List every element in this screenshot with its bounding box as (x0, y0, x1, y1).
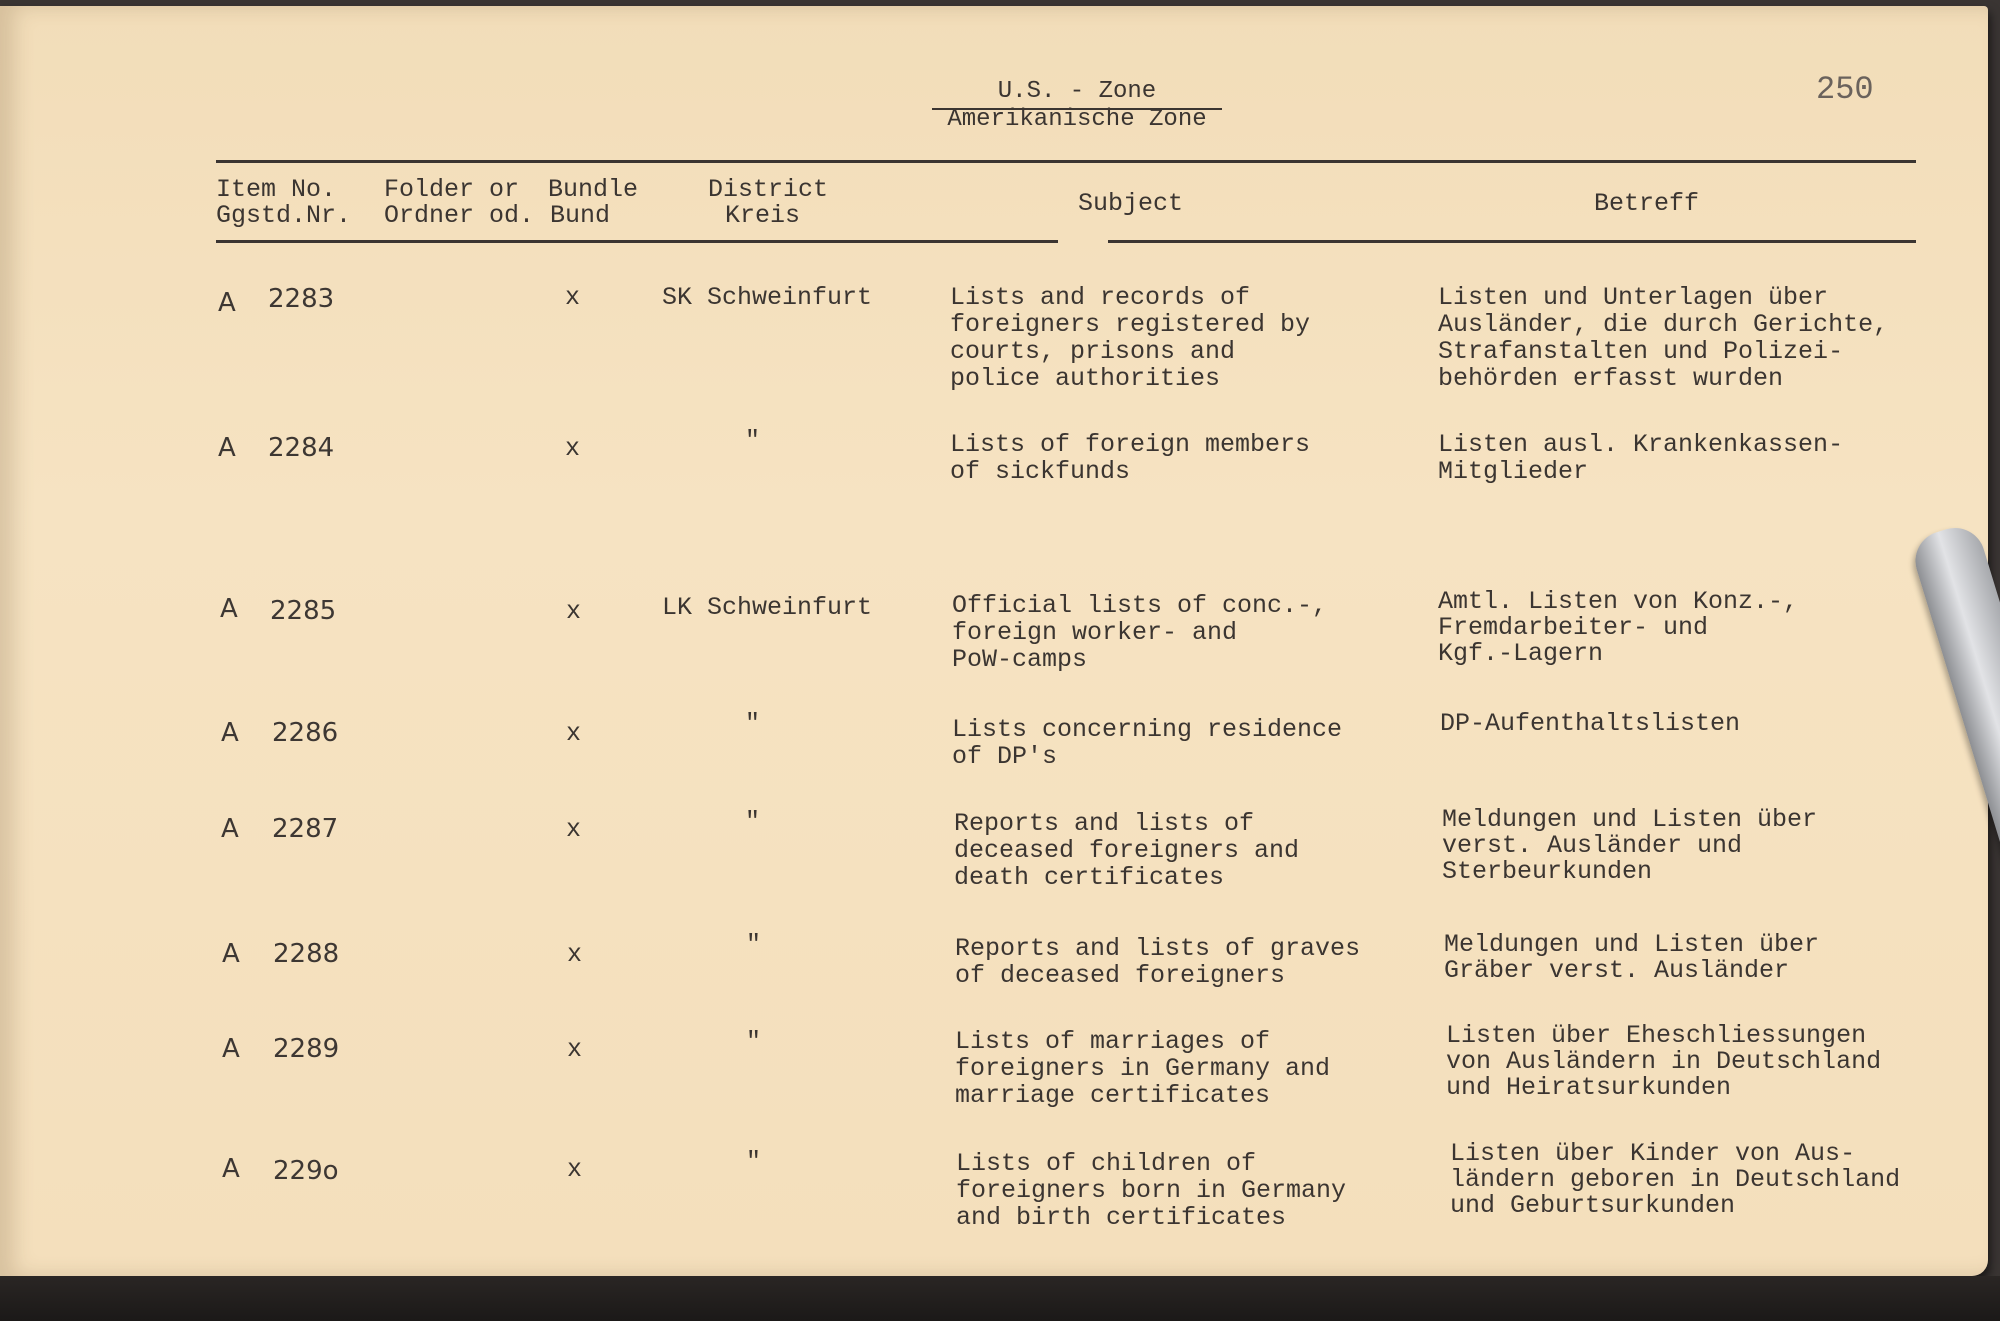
bundle-mark: x (565, 283, 581, 312)
page-clip (1908, 521, 2000, 886)
item-number: 2283 (268, 284, 335, 314)
item-number: 2289 (273, 1034, 340, 1064)
table-row (0, 805, 1988, 892)
bundle-mark: x (565, 434, 581, 463)
item-number: 229o (273, 1156, 339, 1186)
col-district-en: District (708, 175, 829, 204)
item-number: 2287 (272, 814, 339, 844)
district: " (746, 930, 762, 959)
bundle-mark: x (567, 1035, 583, 1064)
col-district-de: Kreis (725, 201, 801, 230)
col-subject: Subject (1078, 189, 1184, 218)
betreff-line: Listen und Unterlagen über (1438, 283, 1829, 312)
table-row (0, 709, 1988, 771)
bundle-mark: x (566, 719, 582, 748)
betreff-line: und Heiratsurkunden (1446, 1073, 1732, 1102)
item-letter: A (218, 433, 236, 463)
district: SK Schweinfurt (662, 283, 873, 312)
subject-line: Lists of marriages of (955, 1027, 1271, 1056)
betreff-line: und Geburtsurkunden (1450, 1191, 1736, 1220)
betreff-line: DP-Aufenthaltslisten (1440, 709, 1741, 738)
col-folder-en: Folder or (384, 175, 520, 204)
table-row (0, 930, 1988, 990)
district: " (745, 426, 761, 455)
col-bundle-de: Bund (550, 201, 611, 230)
page-number: 250 (1816, 71, 1874, 108)
betreff-line: Ausländer, die durch Gerichte, (1438, 310, 1889, 339)
subject-line: Lists of foreign members (950, 430, 1311, 459)
subject-line: Lists concerning residence (952, 715, 1343, 744)
header-bottom-rule-left (216, 240, 1058, 243)
betreff-line: Listen ausl. Krankenkassen- (1438, 430, 1844, 459)
betreff-line: Fremdarbeiter- und (1438, 613, 1709, 642)
betreff-line: Sterbeurkunden (1442, 857, 1653, 886)
subject-line: police authorities (950, 364, 1221, 393)
scan-bottom-edge (0, 1276, 2000, 1321)
district: LK Schweinfurt (662, 593, 873, 622)
col-folder-de: Ordner od. (384, 201, 535, 230)
subject-line: of sickfunds (950, 457, 1131, 486)
subject-line: Official lists of conc.-, (952, 591, 1328, 620)
col-bundle-en: Bundle (548, 175, 639, 204)
subject-line: and birth certificates (956, 1203, 1287, 1232)
col-item-de: Ggstd.Nr. (216, 201, 352, 230)
subject-line: of deceased foreigners (955, 961, 1286, 990)
betreff-line: Listen über Eheschliessungen (1446, 1021, 1867, 1050)
subject-line: Lists of children of (956, 1149, 1257, 1178)
betreff-line: behörden erfasst wurden (1438, 364, 1784, 393)
subject-line: foreigners in Germany and (955, 1054, 1331, 1083)
subject-line: Reports and lists of graves (955, 934, 1361, 963)
district: " (745, 709, 761, 738)
betreff-line: Kgf.-Lagern (1438, 639, 1604, 668)
item-number: 2285 (270, 596, 337, 626)
col-item-en: Item No. (216, 175, 337, 204)
bundle-mark: x (567, 940, 583, 969)
district: " (745, 807, 761, 836)
betreff-line: Meldungen und Listen über (1442, 805, 1818, 834)
subject-line: foreigners born in Germany (956, 1176, 1347, 1205)
table-row (0, 587, 1988, 674)
zone-title-en: U.S. - Zone (997, 78, 1157, 105)
subject-line: courts, prisons and (950, 337, 1236, 366)
subject-line: Lists and records of (950, 283, 1251, 312)
betreff-line: ländern geboren in Deutschland (1450, 1165, 1901, 1194)
district: " (746, 1147, 762, 1176)
betreff-line: verst. Ausländer und (1442, 831, 1743, 860)
subject-line: marriage certificates (955, 1081, 1271, 1110)
item-letter: A (222, 939, 240, 969)
table-row (0, 426, 1988, 486)
item-letter: A (222, 1034, 240, 1064)
item-number: 2284 (268, 433, 335, 463)
bundle-mark: x (566, 597, 582, 626)
header-top-rule (216, 160, 1916, 163)
subject-line: of DP's (952, 742, 1058, 771)
header-bottom-rule-right (1108, 240, 1916, 243)
zone-title-de: Amerikanische Zone (947, 106, 1207, 133)
betreff-line: Mitglieder (1438, 457, 1589, 486)
table-row (0, 1021, 1988, 1110)
item-number: 2286 (272, 718, 339, 748)
document-page (0, 6, 1988, 1276)
table-row (0, 1139, 1988, 1232)
subject-line: deceased foreigners and (954, 836, 1300, 865)
betreff-line: Listen über Kinder von Aus- (1450, 1139, 1856, 1168)
table-row (0, 283, 1988, 393)
betreff-line: Meldungen und Listen über (1444, 930, 1820, 959)
item-letter: A (218, 288, 236, 318)
subject-line: foreigners registered by (950, 310, 1311, 339)
bundle-mark: x (567, 1155, 583, 1184)
bundle-mark: x (566, 815, 582, 844)
subject-line: death certificates (954, 863, 1225, 892)
item-letter: A (220, 594, 238, 624)
item-letter: A (222, 1154, 240, 1184)
item-letter: A (221, 814, 239, 844)
subject-line: PoW-camps (952, 645, 1088, 674)
betreff-line: Strafanstalten und Polizei- (1438, 337, 1844, 366)
betreff-line: von Ausländern in Deutschland (1446, 1047, 1882, 1076)
betreff-line: Amtl. Listen von Konz.-, (1438, 587, 1799, 616)
item-letter: A (221, 718, 239, 748)
col-betreff: Betreff (1594, 189, 1700, 218)
subject-line: foreign worker- and (952, 618, 1238, 647)
betreff-line: Gräber verst. Ausländer (1444, 956, 1790, 985)
subject-line: Reports and lists of (954, 809, 1255, 838)
district: " (746, 1027, 762, 1056)
item-number: 2288 (273, 939, 340, 969)
